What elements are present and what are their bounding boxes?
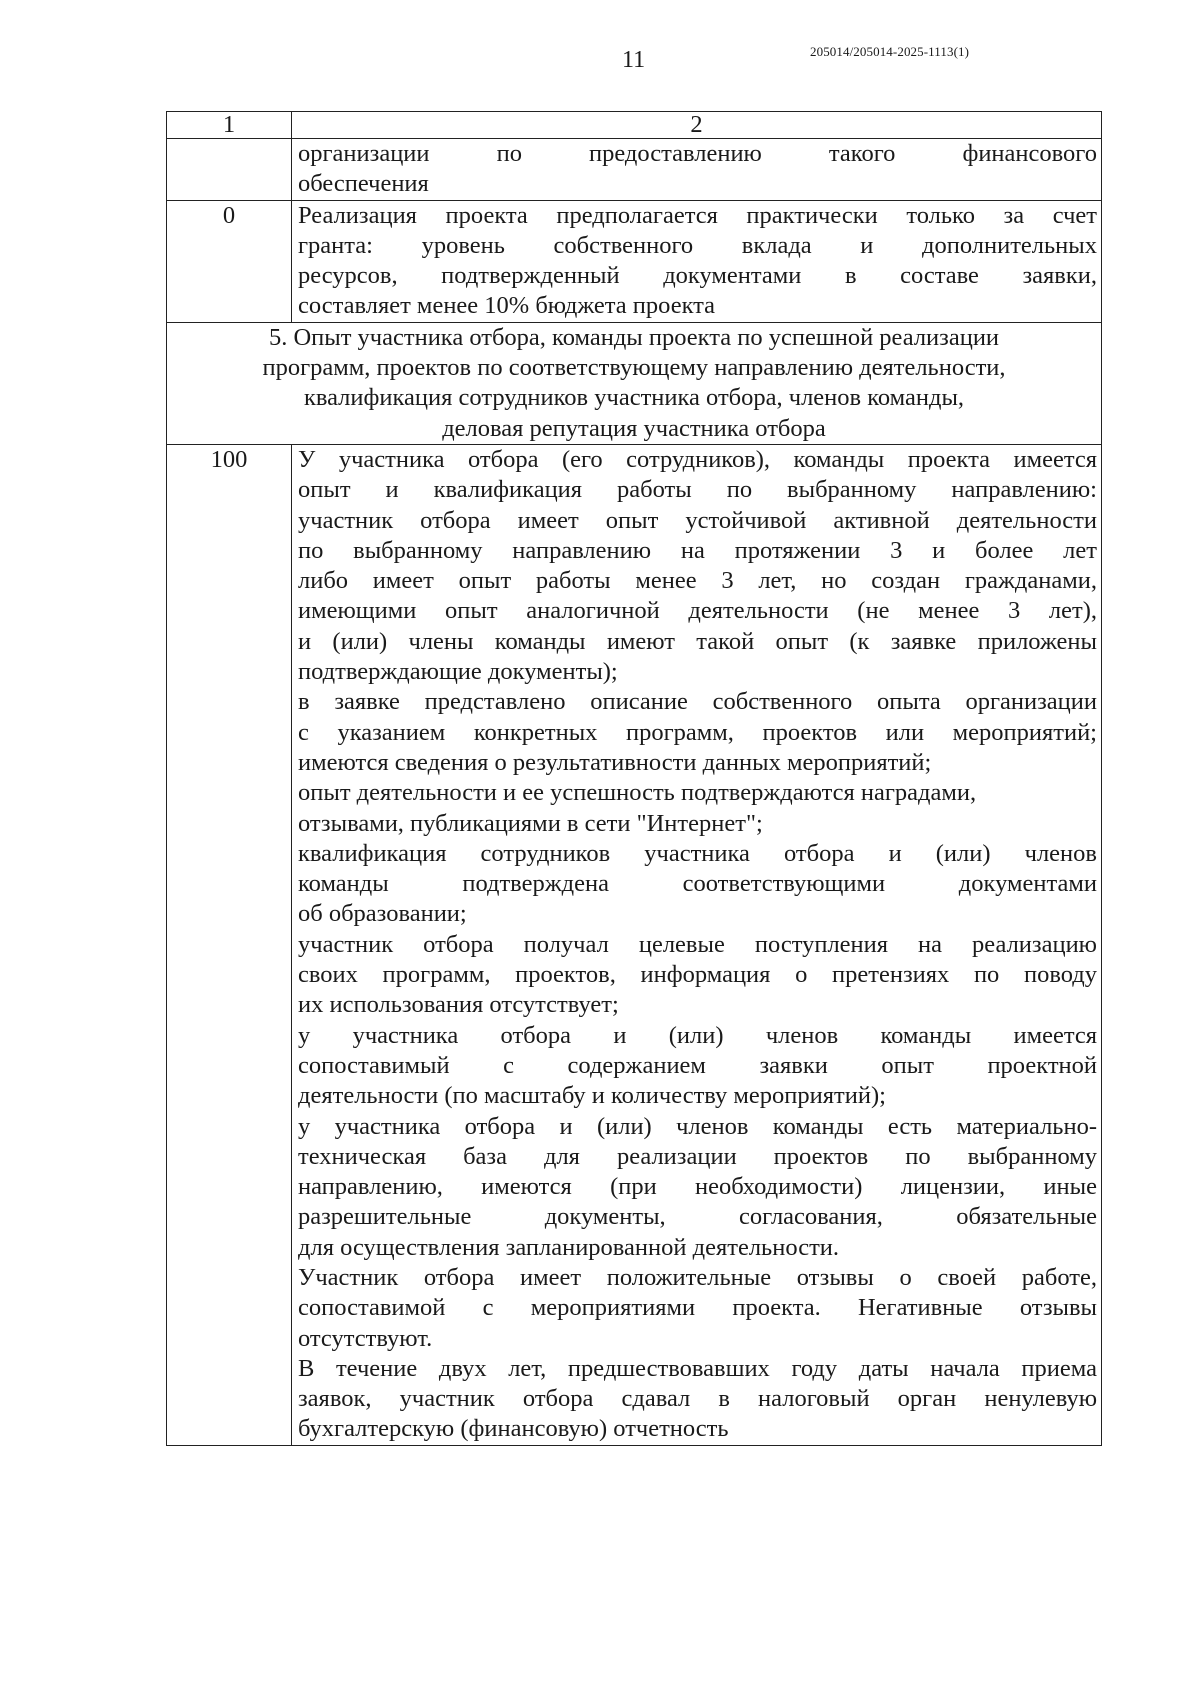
score-cell: 0 <box>167 200 292 322</box>
text-line: составляет менее 10% бюджета проекта <box>298 292 716 320</box>
text-line: участник отбора имеет опыт устойчивой активной деятельности <box>298 506 1097 534</box>
score-cell: 100 <box>167 444 292 1445</box>
text-line: обеспечения <box>298 170 429 198</box>
text-line: В течение двух лет, предшествовавших году даты начала приема <box>298 1354 1097 1382</box>
text-line: Участник отбора имеет положительные отзывы о своей работе, <box>298 1263 1097 1291</box>
text-line: у участника отбора и (или) членов команды есть материально- <box>298 1112 1097 1140</box>
page-number: 11 <box>622 47 646 73</box>
text-line: техническая база для реализации проектов по выбранному <box>298 1142 1097 1170</box>
text-line: имеющими опыт аналогичной деятельности (не менее 3 лет), <box>298 597 1097 625</box>
text-line: сопоставимый с содержанием заявки опыт проектной <box>298 1051 1097 1079</box>
column-header-2: 2 <box>292 112 1102 139</box>
score-table <box>166 111 1102 1446</box>
text-line: ресурсов, подтвержденный документами в составе заявки, <box>298 262 1097 290</box>
section-heading-line: деловая репутация участника отбора <box>442 414 826 442</box>
text-line: квалификация сотрудников участника отбора и (или) членов <box>298 839 1097 867</box>
table-row <box>167 444 1102 1445</box>
text-line: гранта: уровень собственного вклада и дополнительных <box>298 231 1097 259</box>
text-line: направлению, имеются (при необходимости) лицензии, иные <box>298 1173 1097 1201</box>
text-line: для осуществления запланированной деятельности. <box>298 1233 840 1261</box>
text-line: команды подтверждена соответствующими документами <box>298 870 1097 898</box>
text-line: опыт и квалификация работы по выбранному направлению: <box>298 476 1097 504</box>
text-line: сопоставимой с мероприятиями проекта. Негативные отзывы <box>298 1294 1097 1322</box>
text-line: в заявке представлено описание собственного опыта организации <box>298 688 1097 716</box>
section-heading-line: программ, проектов по соответствующему направлению деятельности, <box>262 354 1006 382</box>
text-line: Реализация проекта предполагается практически только за счет <box>298 201 1097 229</box>
text-line: своих программ, проектов, информация о претензиях по поводу <box>298 961 1097 989</box>
column-header-1: 1 <box>167 112 292 139</box>
criterion-text-cell <box>292 200 1102 322</box>
table-row <box>167 139 1102 201</box>
text-line: отзывами, публикациями в сети "Интернет"; <box>298 809 763 837</box>
criterion-text-cell <box>292 139 1102 201</box>
score-cell <box>167 139 292 201</box>
text-line: отсутствуют. <box>298 1324 433 1352</box>
section-heading-line: 5. Опыт участника отбора, команды проекта по успешной реализации <box>268 323 1000 351</box>
text-line: заявок, участник отбора сдавал в налоговый орган ненулевую <box>298 1385 1097 1413</box>
text-line: организации по предоставлению такого финансового <box>298 140 1097 167</box>
criterion-text-cell <box>292 444 1102 1445</box>
text-line: с указанием конкретных программ, проектов или мероприятий; <box>298 718 1097 746</box>
text-line: либо имеет опыт работы менее 3 лет, но создан гражданами, <box>298 567 1097 595</box>
text-line: опыт деятельности и ее успешность подтверждаются наградами, <box>298 779 977 807</box>
text-line: об образовании; <box>298 900 467 928</box>
text-line: подтверждающие документы); <box>298 658 618 686</box>
text-line: и (или) члены команды имеют такой опыт (к заявке приложены <box>298 627 1097 655</box>
section-heading-row <box>167 322 1102 444</box>
table-header-row <box>167 112 1102 139</box>
section-heading <box>167 322 1102 444</box>
text-line: их использования отсутствует; <box>298 991 619 1019</box>
text-line: разрешительные документы, согласования, обязательные <box>298 1203 1097 1231</box>
text-line: участник отбора получал целевые поступления на реализацию <box>298 930 1097 958</box>
text-line: по выбранному направлению на протяжении 3 и более лет <box>298 536 1097 564</box>
table-row <box>167 200 1102 322</box>
text-line: У участника отбора (его сотрудников), команды проекта имеется <box>298 445 1097 473</box>
document-code: 205014/205014-2025-1113(1) <box>810 44 970 59</box>
text-line: деятельности (по масштабу и количеству мероприятий); <box>298 1082 886 1110</box>
text-line: имеются сведения о результативности данных мероприятий; <box>298 748 932 776</box>
text-line: у участника отбора и (или) членов команды имеется <box>298 1021 1097 1049</box>
section-heading-line: квалификация сотрудников участника отбора, членов команды, <box>303 384 965 412</box>
text-line: бухгалтерскую (финансовую) отчетность <box>298 1415 729 1443</box>
